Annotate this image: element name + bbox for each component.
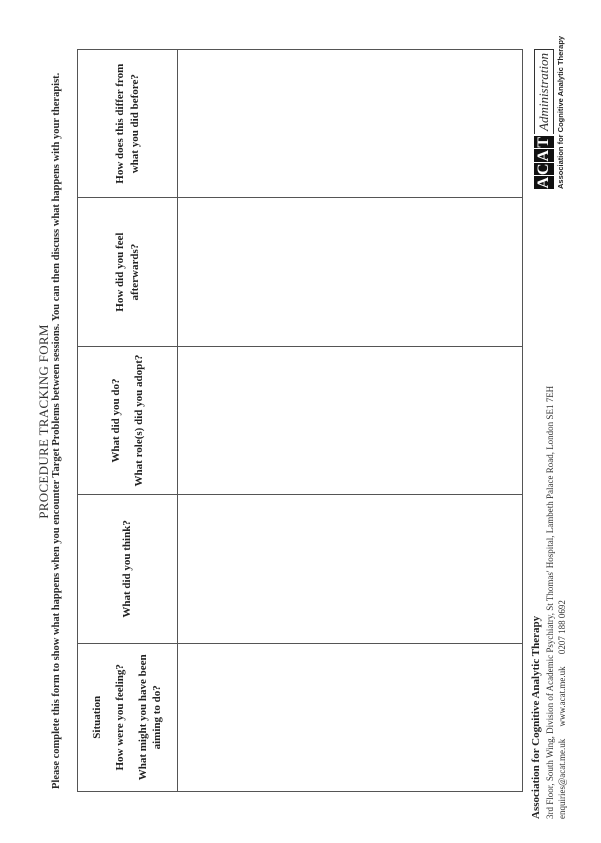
logo-wordmark (534, 49, 554, 189)
logo-subtitle: Association for Cognitive Analytic Therapy (556, 35, 565, 189)
logo-letter: A (535, 176, 552, 189)
entry-cell-feelings-after[interactable] (178, 198, 523, 346)
header-line: How were you feeling? (113, 664, 126, 771)
header-line: What did you do? (109, 378, 122, 463)
footer-address: 3rd Floor, South Wing, Division of Academic Psychiatry, St Thomas' Hospital, Lambeth Palace Road, London SE1 7EH (545, 385, 555, 819)
logo-tag: Administration (534, 49, 554, 134)
footer-website: www.acat.me.uk (557, 666, 567, 727)
header-line: What did you think? (121, 520, 134, 618)
logo-letter: T (535, 136, 552, 148)
tracking-table (77, 49, 523, 792)
header-line: what you did before? (128, 74, 141, 174)
entry-cell-difference[interactable] (178, 50, 523, 198)
form-title: PROCEDURE TRACKING FORM (36, 324, 51, 519)
entry-cell-situation[interactable] (178, 643, 523, 791)
footer-phone: 0207 188 0692 (557, 600, 567, 655)
header-line: Situation (90, 695, 103, 739)
logo-letter: A (535, 149, 552, 162)
footer-contact (557, 590, 567, 819)
logo-letter: C (535, 163, 552, 176)
footer-email: enquiries@acat.me.uk (557, 738, 567, 819)
header-line: aiming to do? (151, 685, 164, 750)
acat-logo (534, 35, 574, 189)
entry-cell-thoughts[interactable] (178, 495, 523, 643)
footer-organization: Association for Cognitive Analytic Therapy (530, 615, 542, 819)
column-header-thoughts (78, 495, 178, 643)
header-line: What might you have been (136, 654, 149, 781)
form-instructions: Please complete this form to show what happens when you encounter Target Problems between sessions. You can then discuss what happens with your therapist. (51, 72, 62, 789)
column-header-situation (78, 643, 178, 791)
header-row (78, 50, 178, 792)
column-header-difference (78, 50, 178, 198)
column-header-actions (78, 346, 178, 494)
header-line: afterwards? (128, 243, 141, 301)
table-row (178, 50, 523, 792)
header-line: How does this differ from (113, 63, 126, 184)
header-line: What role(s) did you adopt? (132, 354, 145, 487)
header-line: How did you feel (113, 232, 126, 312)
column-header-feelings-after (78, 198, 178, 346)
entry-cell-actions[interactable] (178, 346, 523, 494)
